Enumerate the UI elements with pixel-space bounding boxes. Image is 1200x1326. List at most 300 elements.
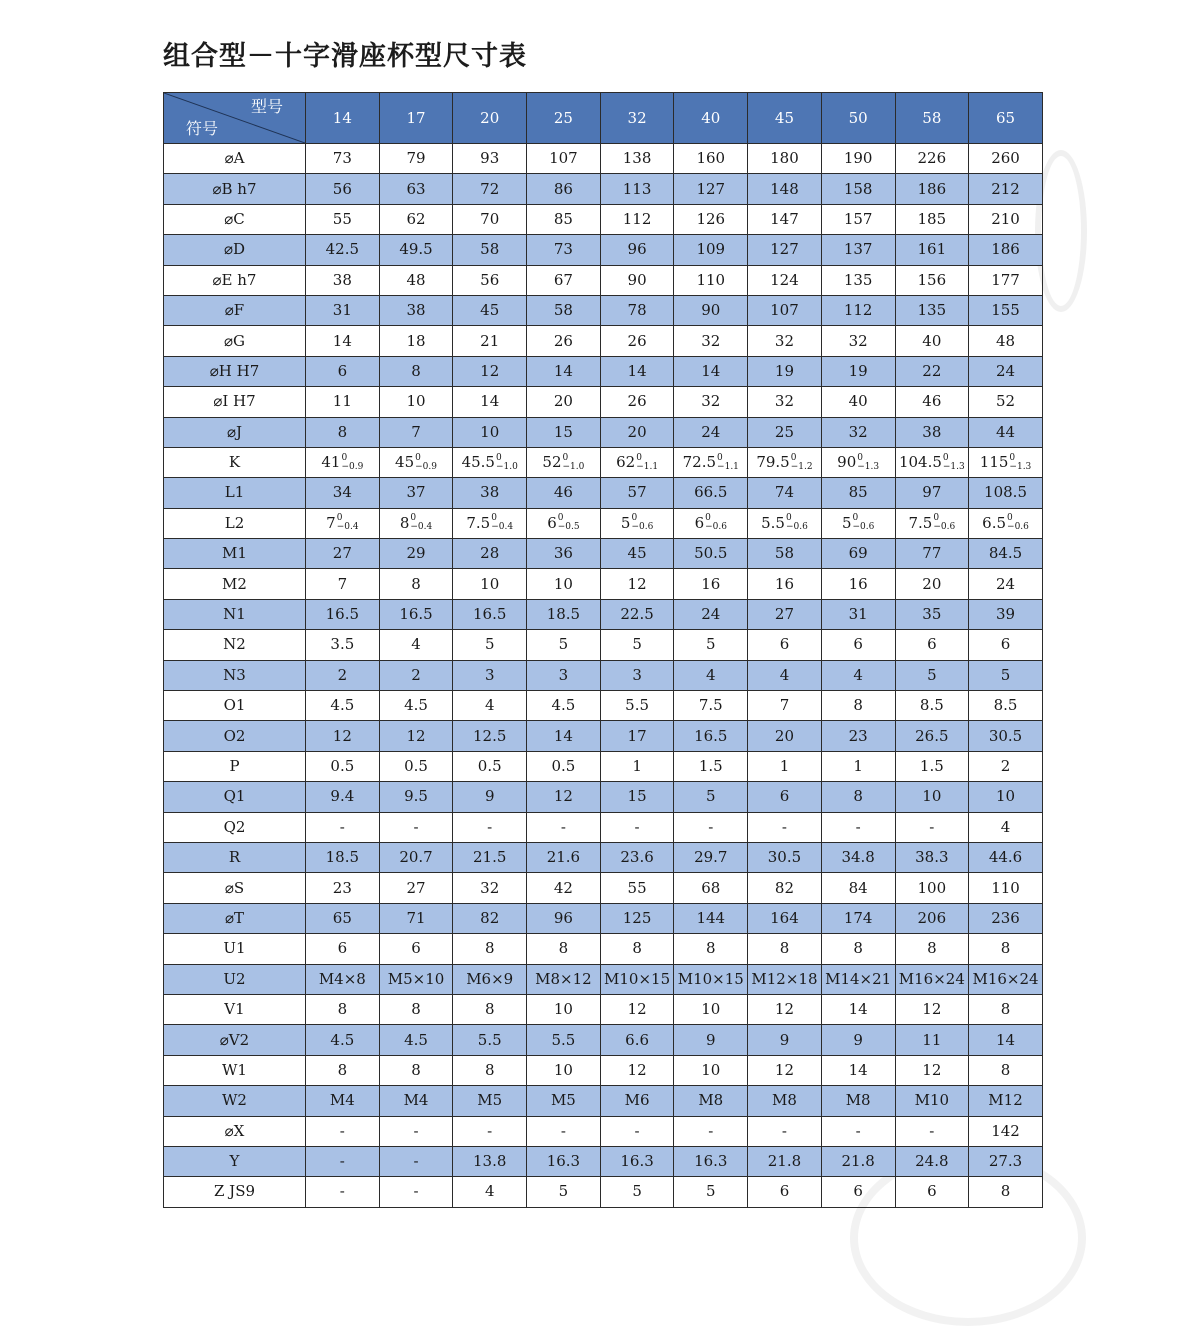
value-cell: 21.5: [453, 842, 527, 872]
value-cell: 112: [821, 295, 895, 325]
value-cell: 4.5: [306, 1025, 380, 1055]
tolerance-cell: [969, 508, 1043, 538]
lower-deviation: −1.0: [562, 461, 585, 472]
tolerance-value: [400, 514, 432, 532]
value-cell: 20.7: [379, 842, 453, 872]
value-cell: -: [895, 812, 969, 842]
table-row: [164, 356, 1043, 386]
value-cell: 24: [969, 356, 1043, 386]
table-row: [164, 994, 1043, 1024]
value-cell: M5: [453, 1086, 527, 1116]
value-cell: 20: [527, 387, 601, 417]
value-cell: 15: [600, 782, 674, 812]
value-cell: 108.5: [969, 478, 1043, 508]
value-cell: -: [453, 812, 527, 842]
value-cell: M10: [895, 1086, 969, 1116]
tolerance-value: [899, 454, 965, 472]
symbol-cell: M1: [164, 539, 306, 569]
value-cell: 6.6: [600, 1025, 674, 1055]
table-row: [164, 1055, 1043, 1085]
deviation-stack: [1009, 454, 1031, 472]
value-cell: 6: [895, 630, 969, 660]
value-cell: M8×12: [527, 964, 601, 994]
symbol-cell: M2: [164, 569, 306, 599]
value-cell: 6: [379, 934, 453, 964]
value-cell: 127: [748, 235, 822, 265]
nominal-value: 8: [399, 513, 410, 532]
tolerance-cell: [674, 508, 748, 538]
value-cell: 5: [527, 1177, 601, 1207]
value-cell: 147: [748, 204, 822, 234]
value-cell: 16: [821, 569, 895, 599]
value-cell: 90: [674, 295, 748, 325]
value-cell: 97: [895, 478, 969, 508]
value-cell: 4.5: [379, 691, 453, 721]
model-header-cell: 32: [600, 93, 674, 144]
deviation-stack: [717, 454, 739, 472]
value-cell: 21.8: [748, 1146, 822, 1176]
value-cell: 8: [306, 994, 380, 1024]
value-cell: 137: [821, 235, 895, 265]
value-cell: 8: [821, 934, 895, 964]
table-row: [164, 721, 1043, 751]
deviation-stack: [558, 514, 580, 532]
symbol-cell: Q2: [164, 812, 306, 842]
upper-deviation: 0: [1009, 452, 1016, 463]
table-row: [164, 691, 1043, 721]
upper-deviation: 0: [410, 513, 417, 524]
nominal-value: 45.5: [461, 453, 495, 472]
value-cell: M5: [527, 1086, 601, 1116]
value-cell: 8: [379, 569, 453, 599]
symbol-cell: ⌀V2: [164, 1025, 306, 1055]
value-cell: 156: [895, 265, 969, 295]
symbol-cell: ⌀B h7: [164, 174, 306, 204]
value-cell: 36: [527, 539, 601, 569]
value-cell: 10: [527, 1055, 601, 1085]
nominal-value: 6: [694, 513, 705, 532]
table-row: [164, 1086, 1043, 1116]
value-cell: 77: [895, 539, 969, 569]
nominal-value: 41: [321, 453, 341, 472]
value-cell: 69: [821, 539, 895, 569]
value-cell: 34: [306, 478, 380, 508]
value-cell: 46: [527, 478, 601, 508]
value-cell: 21.6: [527, 842, 601, 872]
tolerance-value: [756, 454, 812, 472]
tolerance-cell: [821, 447, 895, 477]
value-cell: 8: [453, 994, 527, 1024]
value-cell: -: [379, 1146, 453, 1176]
value-cell: 24.8: [895, 1146, 969, 1176]
value-cell: 10: [969, 782, 1043, 812]
symbol-cell: R: [164, 842, 306, 872]
value-cell: -: [453, 1116, 527, 1146]
upper-deviation: 0: [942, 452, 949, 463]
value-cell: 32: [821, 417, 895, 447]
value-cell: 26.5: [895, 721, 969, 751]
deviation-stack: [943, 454, 965, 472]
upper-deviation: 0: [631, 513, 638, 524]
value-cell: -: [527, 812, 601, 842]
deviation-stack: [786, 514, 808, 532]
value-cell: 30.5: [969, 721, 1043, 751]
value-cell: 93: [453, 144, 527, 174]
upper-deviation: 0: [933, 513, 940, 524]
symbol-cell: L2: [164, 508, 306, 538]
value-cell: 32: [453, 873, 527, 903]
value-cell: 14: [821, 994, 895, 1024]
upper-deviation: 0: [495, 452, 502, 463]
value-cell: 0.5: [453, 751, 527, 781]
tolerance-cell: [895, 508, 969, 538]
value-cell: 24: [674, 599, 748, 629]
value-cell: 9.5: [379, 782, 453, 812]
value-cell: 71: [379, 903, 453, 933]
value-cell: 20: [748, 721, 822, 751]
symbol-cell: N2: [164, 630, 306, 660]
nominal-value: 104.5: [898, 453, 942, 472]
value-cell: 85: [821, 478, 895, 508]
table-row: [164, 1025, 1043, 1055]
tolerance-cell: [379, 447, 453, 477]
symbol-cell: Y: [164, 1146, 306, 1176]
value-cell: 22: [895, 356, 969, 386]
upper-deviation: 0: [717, 452, 723, 463]
model-header-cell: 65: [969, 93, 1043, 144]
value-cell: 18: [379, 326, 453, 356]
value-cell: 110: [969, 873, 1043, 903]
model-header-cell: 25: [527, 93, 601, 144]
symbol-cell: O2: [164, 721, 306, 751]
symbol-cell: ⌀D: [164, 235, 306, 265]
upper-deviation: 0: [852, 513, 859, 524]
value-cell: 1.5: [895, 751, 969, 781]
symbol-cell: ⌀A: [164, 144, 306, 174]
value-cell: 185: [895, 204, 969, 234]
value-cell: M10×15: [600, 964, 674, 994]
value-cell: 157: [821, 204, 895, 234]
table-row: [164, 387, 1043, 417]
value-cell: 29.7: [674, 842, 748, 872]
value-cell: 206: [895, 903, 969, 933]
deviation-stack: [491, 514, 513, 532]
value-cell: 3: [527, 660, 601, 690]
value-cell: -: [674, 1116, 748, 1146]
value-cell: 8: [969, 934, 1043, 964]
value-cell: 16: [674, 569, 748, 599]
table-row: [164, 842, 1043, 872]
value-cell: 84.5: [969, 539, 1043, 569]
value-cell: M14×21: [821, 964, 895, 994]
upper-deviation: 0: [785, 513, 792, 524]
tolerance-cell: [527, 447, 601, 477]
value-cell: 26: [527, 326, 601, 356]
value-cell: 32: [748, 326, 822, 356]
value-cell: 42: [527, 873, 601, 903]
value-cell: 124: [748, 265, 822, 295]
value-cell: 186: [895, 174, 969, 204]
value-cell: 138: [600, 144, 674, 174]
table-row: [164, 417, 1043, 447]
symbol-cell: ⌀E h7: [164, 265, 306, 295]
value-cell: 177: [969, 265, 1043, 295]
value-cell: 96: [527, 903, 601, 933]
deviation-stack: [853, 514, 875, 532]
value-cell: 16.5: [379, 599, 453, 629]
value-cell: 63: [379, 174, 453, 204]
symbol-cell: ⌀F: [164, 295, 306, 325]
lower-deviation: −0.9: [341, 461, 364, 472]
value-cell: -: [821, 1116, 895, 1146]
deviation-stack: [415, 454, 437, 472]
upper-deviation: 0: [636, 452, 642, 463]
value-cell: M10×15: [674, 964, 748, 994]
value-cell: 4: [748, 660, 822, 690]
value-cell: 12: [600, 569, 674, 599]
value-cell: 31: [821, 599, 895, 629]
value-cell: 8: [453, 934, 527, 964]
value-cell: 23: [306, 873, 380, 903]
value-cell: 10: [453, 569, 527, 599]
nominal-value: 7.5: [908, 513, 933, 532]
deviation-stack: [1007, 514, 1029, 532]
value-cell: -: [748, 812, 822, 842]
value-cell: 0.5: [527, 751, 601, 781]
value-cell: 19: [748, 356, 822, 386]
value-cell: -: [600, 812, 674, 842]
deviation-stack: [337, 514, 359, 532]
nominal-value: 79.5: [756, 453, 790, 472]
value-cell: 3.5: [306, 630, 380, 660]
table-row: [164, 630, 1043, 660]
symbol-cell: Q1: [164, 782, 306, 812]
lower-deviation: −1.1: [717, 461, 739, 472]
nominal-value: 7.5: [466, 513, 491, 532]
value-cell: 18.5: [306, 842, 380, 872]
table-row: [164, 265, 1043, 295]
model-header-cell: 40: [674, 93, 748, 144]
value-cell: 25: [748, 417, 822, 447]
deviation-stack: [857, 454, 879, 472]
value-cell: 32: [674, 387, 748, 417]
table-row: [164, 235, 1043, 265]
value-cell: 1: [748, 751, 822, 781]
value-cell: 50.5: [674, 539, 748, 569]
symbol-cell: ⌀X: [164, 1116, 306, 1146]
value-cell: 6: [895, 1177, 969, 1207]
value-cell: 5: [600, 1177, 674, 1207]
value-cell: 66.5: [674, 478, 748, 508]
value-cell: 164: [748, 903, 822, 933]
symbol-cell: ⌀G: [164, 326, 306, 356]
value-cell: 3: [453, 660, 527, 690]
value-cell: 28: [453, 539, 527, 569]
value-cell: 15: [527, 417, 601, 447]
value-cell: 27: [748, 599, 822, 629]
table-row: [164, 782, 1043, 812]
value-cell: 32: [821, 326, 895, 356]
value-cell: 5.5: [527, 1025, 601, 1055]
value-cell: 40: [895, 326, 969, 356]
lower-deviation: −1.0: [495, 461, 518, 472]
value-cell: 35: [895, 599, 969, 629]
value-cell: -: [674, 812, 748, 842]
value-cell: 180: [748, 144, 822, 174]
value-cell: 7: [306, 569, 380, 599]
value-cell: 55: [306, 204, 380, 234]
value-cell: 49.5: [379, 235, 453, 265]
value-cell: 68: [674, 873, 748, 903]
value-cell: M4×8: [306, 964, 380, 994]
value-cell: 67: [527, 265, 601, 295]
value-cell: 30.5: [748, 842, 822, 872]
value-cell: 4.5: [379, 1025, 453, 1055]
table-row: [164, 569, 1043, 599]
symbol-cell: W1: [164, 1055, 306, 1085]
value-cell: 22.5: [600, 599, 674, 629]
lower-deviation: −0.6: [852, 522, 875, 533]
upper-deviation: 0: [857, 452, 863, 463]
tolerance-cell: [674, 447, 748, 477]
tolerance-value: [683, 454, 739, 472]
tolerance-cell: [306, 447, 380, 477]
upper-deviation: 0: [790, 452, 797, 463]
value-cell: M4: [306, 1086, 380, 1116]
table-row: [164, 812, 1043, 842]
nominal-value: 5: [620, 513, 631, 532]
symbol-cell: L1: [164, 478, 306, 508]
value-cell: 6: [748, 630, 822, 660]
lower-deviation: −0.6: [785, 522, 808, 533]
symbol-cell: K: [164, 447, 306, 477]
lower-deviation: −0.9: [415, 461, 437, 472]
value-cell: 14: [600, 356, 674, 386]
value-cell: 38: [379, 295, 453, 325]
value-cell: 155: [969, 295, 1043, 325]
deviation-stack: [410, 514, 432, 532]
value-cell: 107: [527, 144, 601, 174]
deviation-stack: [496, 454, 518, 472]
table-row: [164, 295, 1043, 325]
value-cell: 6: [306, 356, 380, 386]
value-cell: 70: [453, 204, 527, 234]
value-cell: 226: [895, 144, 969, 174]
value-cell: 5.5: [600, 691, 674, 721]
value-cell: 40: [821, 387, 895, 417]
value-cell: 73: [306, 144, 380, 174]
value-cell: 12: [895, 994, 969, 1024]
value-cell: 8: [527, 934, 601, 964]
value-cell: 34.8: [821, 842, 895, 872]
value-cell: 12: [306, 721, 380, 751]
value-cell: 4: [453, 1177, 527, 1207]
lower-deviation: −0.4: [336, 522, 359, 533]
value-cell: 100: [895, 873, 969, 903]
value-cell: 23: [821, 721, 895, 751]
value-cell: M8: [674, 1086, 748, 1116]
tolerance-cell: [969, 447, 1043, 477]
nominal-value: 72.5: [682, 453, 717, 472]
table-row: [164, 447, 1043, 477]
symbol-cell: ⌀I H7: [164, 387, 306, 417]
value-cell: 8: [379, 356, 453, 386]
tolerance-value: [842, 514, 874, 532]
value-cell: 8: [600, 934, 674, 964]
value-cell: 9: [674, 1025, 748, 1055]
value-cell: 8: [969, 1055, 1043, 1085]
upper-deviation: 0: [562, 452, 569, 463]
tolerance-value: [695, 514, 727, 532]
deviation-stack: [631, 514, 653, 532]
value-cell: 7.5: [674, 691, 748, 721]
value-cell: -: [306, 812, 380, 842]
value-cell: 56: [453, 265, 527, 295]
table-row: [164, 144, 1043, 174]
dimension-table: [163, 92, 1043, 1208]
value-cell: 126: [674, 204, 748, 234]
table-row: [164, 1177, 1043, 1207]
value-cell: 20: [895, 569, 969, 599]
value-cell: 212: [969, 174, 1043, 204]
symbol-cell: U2: [164, 964, 306, 994]
value-cell: -: [379, 1116, 453, 1146]
upper-deviation: 0: [491, 513, 497, 524]
tolerance-cell: [379, 508, 453, 538]
table-row: [164, 751, 1043, 781]
symbol-cell: ⌀C: [164, 204, 306, 234]
tolerance-cell: [895, 447, 969, 477]
lower-deviation: −0.5: [557, 522, 580, 533]
value-cell: 46: [895, 387, 969, 417]
value-cell: 12: [527, 782, 601, 812]
model-header-cell: 58: [895, 93, 969, 144]
value-cell: 24: [969, 569, 1043, 599]
symbol-label: 符号: [186, 119, 219, 138]
value-cell: 142: [969, 1116, 1043, 1146]
value-cell: 16.3: [674, 1146, 748, 1176]
value-cell: M12: [969, 1086, 1043, 1116]
value-cell: 73: [527, 235, 601, 265]
value-cell: 6: [748, 782, 822, 812]
upper-deviation: 0: [557, 513, 564, 524]
value-cell: 12: [748, 994, 822, 1024]
tolerance-cell: [453, 447, 527, 477]
value-cell: 48: [969, 326, 1043, 356]
value-cell: 190: [821, 144, 895, 174]
symbol-cell: ⌀H H7: [164, 356, 306, 386]
value-cell: 8.5: [969, 691, 1043, 721]
value-cell: 112: [600, 204, 674, 234]
table-row: [164, 873, 1043, 903]
value-cell: 85: [527, 204, 601, 234]
deviation-stack: [791, 454, 813, 472]
table-row: [164, 174, 1043, 204]
deviation-stack: [341, 454, 363, 472]
upper-deviation: 0: [705, 513, 711, 524]
tolerance-value: [761, 514, 808, 532]
value-cell: 16: [748, 569, 822, 599]
value-cell: 37: [379, 478, 453, 508]
value-cell: 48: [379, 265, 453, 295]
value-cell: 148: [748, 174, 822, 204]
value-cell: 127: [674, 174, 748, 204]
value-cell: 4: [453, 691, 527, 721]
value-cell: 39: [969, 599, 1043, 629]
value-cell: 52: [969, 387, 1043, 417]
symbol-cell: O1: [164, 691, 306, 721]
value-cell: 10: [379, 387, 453, 417]
